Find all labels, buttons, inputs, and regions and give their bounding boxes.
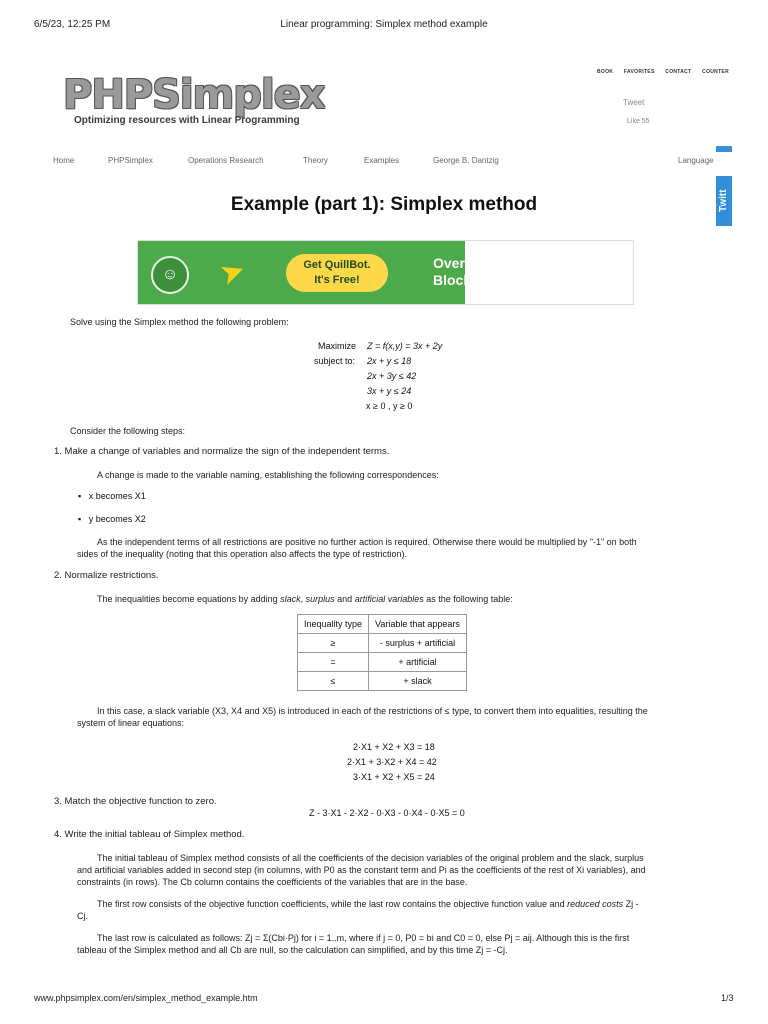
- step4-p1-line2: and artificial variables added in second step (in columns, with P0 as the constant term and Pi as the coefficients of the rest of Xi variables), and: [77, 865, 646, 875]
- step1-para-line1: As the independent terms of all restrictions are positive no further action is required. Otherwise there would be multiplied by "-1" on both: [97, 537, 637, 547]
- like-button[interactable]: Like 55: [627, 118, 650, 125]
- table-cell: + artificial: [369, 653, 467, 672]
- step2-text-post: as the following table:: [423, 594, 513, 604]
- subject-to-label: subject to:: [314, 356, 356, 366]
- ad-cta-line1: Get QuillBot.: [303, 259, 371, 271]
- top-links: [597, 69, 738, 75]
- twitter-side-label: Twitt: [716, 176, 732, 226]
- footer-page-number: 1/3: [721, 993, 734, 1003]
- step4-p2-line1: [97, 898, 639, 910]
- nav-dantzig[interactable]: George B. Dantzig: [433, 156, 499, 165]
- ad-side-text: [433, 255, 471, 289]
- table-header-row: [298, 615, 467, 634]
- consider-text: Consider the following steps:: [70, 426, 186, 436]
- bullet-2-text: y becomes X2: [88, 514, 146, 524]
- table-row: [298, 672, 467, 691]
- step4-title: 4. Write the initial tableau of Simplex method.: [54, 829, 245, 840]
- step1-para-line2: sides of the inequality (noting that this operation also affects the type of restriction).: [77, 549, 408, 559]
- table-cell: ≤: [298, 672, 369, 691]
- objective-zero-equation: Z - 3·X1 - 2·X2 - 0·X3 - 0·X4 - 0·X5 = 0: [309, 808, 465, 818]
- ad-green-panel: [138, 241, 472, 304]
- and-word: and: [334, 594, 355, 604]
- constraint-1: 2x + y ≤ 18: [367, 356, 412, 366]
- cursor-icon: ➤: [215, 252, 251, 293]
- bullet-1-text: x becomes X1: [88, 491, 146, 501]
- nav-home[interactable]: Home: [53, 156, 75, 165]
- step1-text: A change is made to the variable naming, establishing the following correspondences:: [97, 470, 439, 480]
- constraint-2: 2x + 3y ≤ 42: [367, 371, 417, 381]
- table-cell: =: [298, 653, 369, 672]
- equation-3: 3·X1 + X2 + X5 = 24: [353, 772, 435, 782]
- maximize-label: Maximize: [318, 341, 357, 351]
- table-cell: - surplus + artificial: [369, 634, 467, 653]
- comma: ,: [300, 594, 306, 604]
- slack-term: slack: [280, 594, 301, 604]
- table-header: Variable that appears: [369, 615, 467, 634]
- top-link-contact[interactable]: CONTACT: [665, 69, 692, 75]
- nonnegativity: x ≥ 0 , y ≥ 0: [366, 401, 413, 411]
- bullet-2: ▪ y becomes X2: [78, 514, 146, 524]
- site-tagline: Optimizing resources with Linear Programming: [74, 115, 300, 126]
- print-datetime: 6/5/23, 12:25 PM: [34, 19, 111, 30]
- robot-icon: ☺: [151, 256, 189, 294]
- page-title: Example (part 1): Simplex method: [230, 194, 538, 215]
- table-cell: + slack: [369, 672, 467, 691]
- step2-text-pre: The inequalities become equations by adding: [97, 594, 281, 604]
- step2-para-line2: system of linear equations:: [77, 718, 185, 728]
- print-title: Linear programming: Simplex method example: [280, 19, 488, 30]
- ad-banner[interactable]: [137, 240, 634, 305]
- table-cell: ≥: [298, 634, 369, 653]
- step2-title: 2. Normalize restrictions.: [54, 570, 159, 581]
- nav-phpsimplex[interactable]: PHPSimplex: [108, 156, 153, 165]
- intro-text: Solve using the Simplex method the following problem:: [70, 317, 289, 327]
- step3-title: 3. Match the objective function to zero.: [54, 796, 217, 807]
- objective-function: Z = f(x,y) = 3x + 2y: [367, 341, 443, 351]
- step1-title: 1. Make a change of variables and normalize the sign of the independent terms.: [54, 446, 390, 457]
- table-header: Inequality type: [298, 615, 369, 634]
- step4-p1-line3: constraints (in rows). The Cb column contains the coefficients of the variables that are in the base.: [77, 877, 468, 887]
- share-icon: [716, 146, 732, 152]
- step4-p3-line1: The last row is calculated as follows: Zj = Σ(Cbi·Pj) for i = 1..m, where if j = 0, P0 = bi and C0 = 0, else Pj = aij. Although this is the first: [97, 933, 630, 943]
- step2-para-line1: In this case, a slack variable (X3, X4 and X5) is introduced in each of the restrictions of ≤ type, to convert them into equalities, resulting the: [97, 706, 648, 716]
- nav-theory[interactable]: Theory: [303, 156, 328, 165]
- step4-p2-post: Zj -: [623, 899, 639, 909]
- table-row: [298, 653, 467, 672]
- ad-cta-button[interactable]: [286, 254, 388, 292]
- top-link-book[interactable]: BOOK: [597, 69, 614, 75]
- equation-2: 2·X1 + 3·X2 + X4 = 42: [347, 757, 437, 767]
- footer-url: www.phpsimplex.com/en/simplex_method_example.htm: [34, 993, 258, 1003]
- nav-examples[interactable]: Examples: [364, 156, 400, 165]
- tweet-button[interactable]: Tweet: [623, 98, 645, 107]
- equation-1: 2·X1 + X2 + X3 = 18: [353, 742, 435, 752]
- table-row: [298, 634, 467, 653]
- top-link-favorites[interactable]: FAVORITES: [623, 69, 655, 75]
- constraint-3: 3x + y ≤ 24: [367, 386, 412, 396]
- nav-language[interactable]: Language: [678, 156, 714, 165]
- reduced-costs-term: reduced costs: [567, 899, 624, 909]
- variables-table: [297, 614, 467, 691]
- step4-p2-line2: Cj.: [77, 911, 88, 921]
- artificial-term: artificial variables: [354, 594, 424, 604]
- site-logo[interactable]: PHPSimplex: [63, 72, 325, 118]
- nav-operations-research[interactable]: Operations Research: [188, 156, 264, 165]
- ad-side-line1: Over: [433, 255, 465, 271]
- top-link-counter[interactable]: COUNTER: [702, 69, 729, 75]
- surplus-term: surplus: [305, 594, 335, 604]
- step4-p2-pre: The first row consists of the objective function coefficients, while the last row contains the objective function value and: [97, 899, 568, 909]
- ad-side-line2: Block: [433, 272, 472, 288]
- ad-cta-line2: It's Free!: [314, 274, 360, 286]
- step4-p3-line2: tableau of the Simplex method and all Cb are null, so the calculation can simplified, and by this time Zj = -Cj.: [77, 945, 508, 955]
- bullet-1: ▪ x becomes X1: [78, 491, 146, 501]
- step4-p1-line1: The initial tableau of Simplex method consists of all the coefficients of the decision variables of the original problem and the slack, surplus: [97, 853, 644, 863]
- step2-text: [97, 593, 513, 605]
